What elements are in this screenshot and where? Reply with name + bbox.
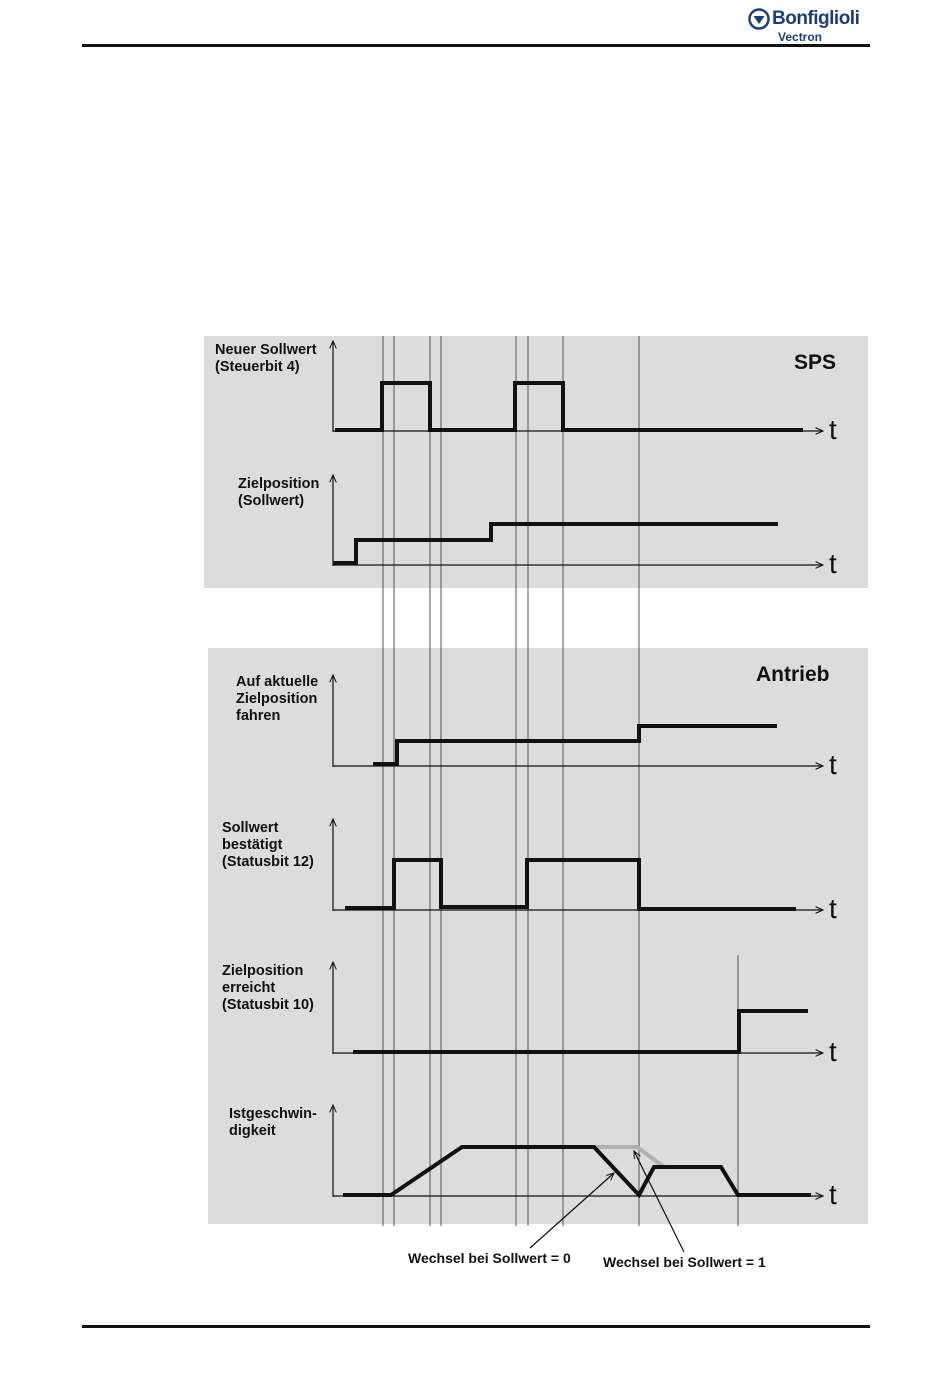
time-axis-label: t [829,893,837,924]
signal-label: Zielposition (Sollwert) [238,476,320,509]
signal-label: Istgeschwin- digkeit [229,1106,317,1139]
brand-sub-name: Vectron [778,30,823,44]
signal-label: Zielposition erreicht (Statusbit 10) [222,963,314,1013]
time-axis-label: t [829,749,837,780]
signal-label: Auf aktuelle Zielposition fahren [236,674,319,724]
signal-label: Neuer Sollwert (Steuerbit 4) [215,342,317,375]
signal-label: Sollwert bestätigt (Statusbit 12) [222,820,314,870]
antrieb-panel-title: Antrieb [756,663,830,686]
time-axis-label: t [829,414,837,445]
annotation-label: Wechsel bei Sollwert = 1 [603,1254,766,1270]
antrieb-panel [208,648,868,1224]
time-axis-label: t [829,1179,837,1210]
time-axis-label: t [829,1036,837,1067]
sps-panel [204,336,868,588]
time-axis-label: t [829,548,837,579]
annotation-label: Wechsel bei Sollwert = 0 [408,1250,571,1266]
brand-name: Bonfiglioli [772,8,860,29]
sps-panel-title: SPS [794,351,837,374]
